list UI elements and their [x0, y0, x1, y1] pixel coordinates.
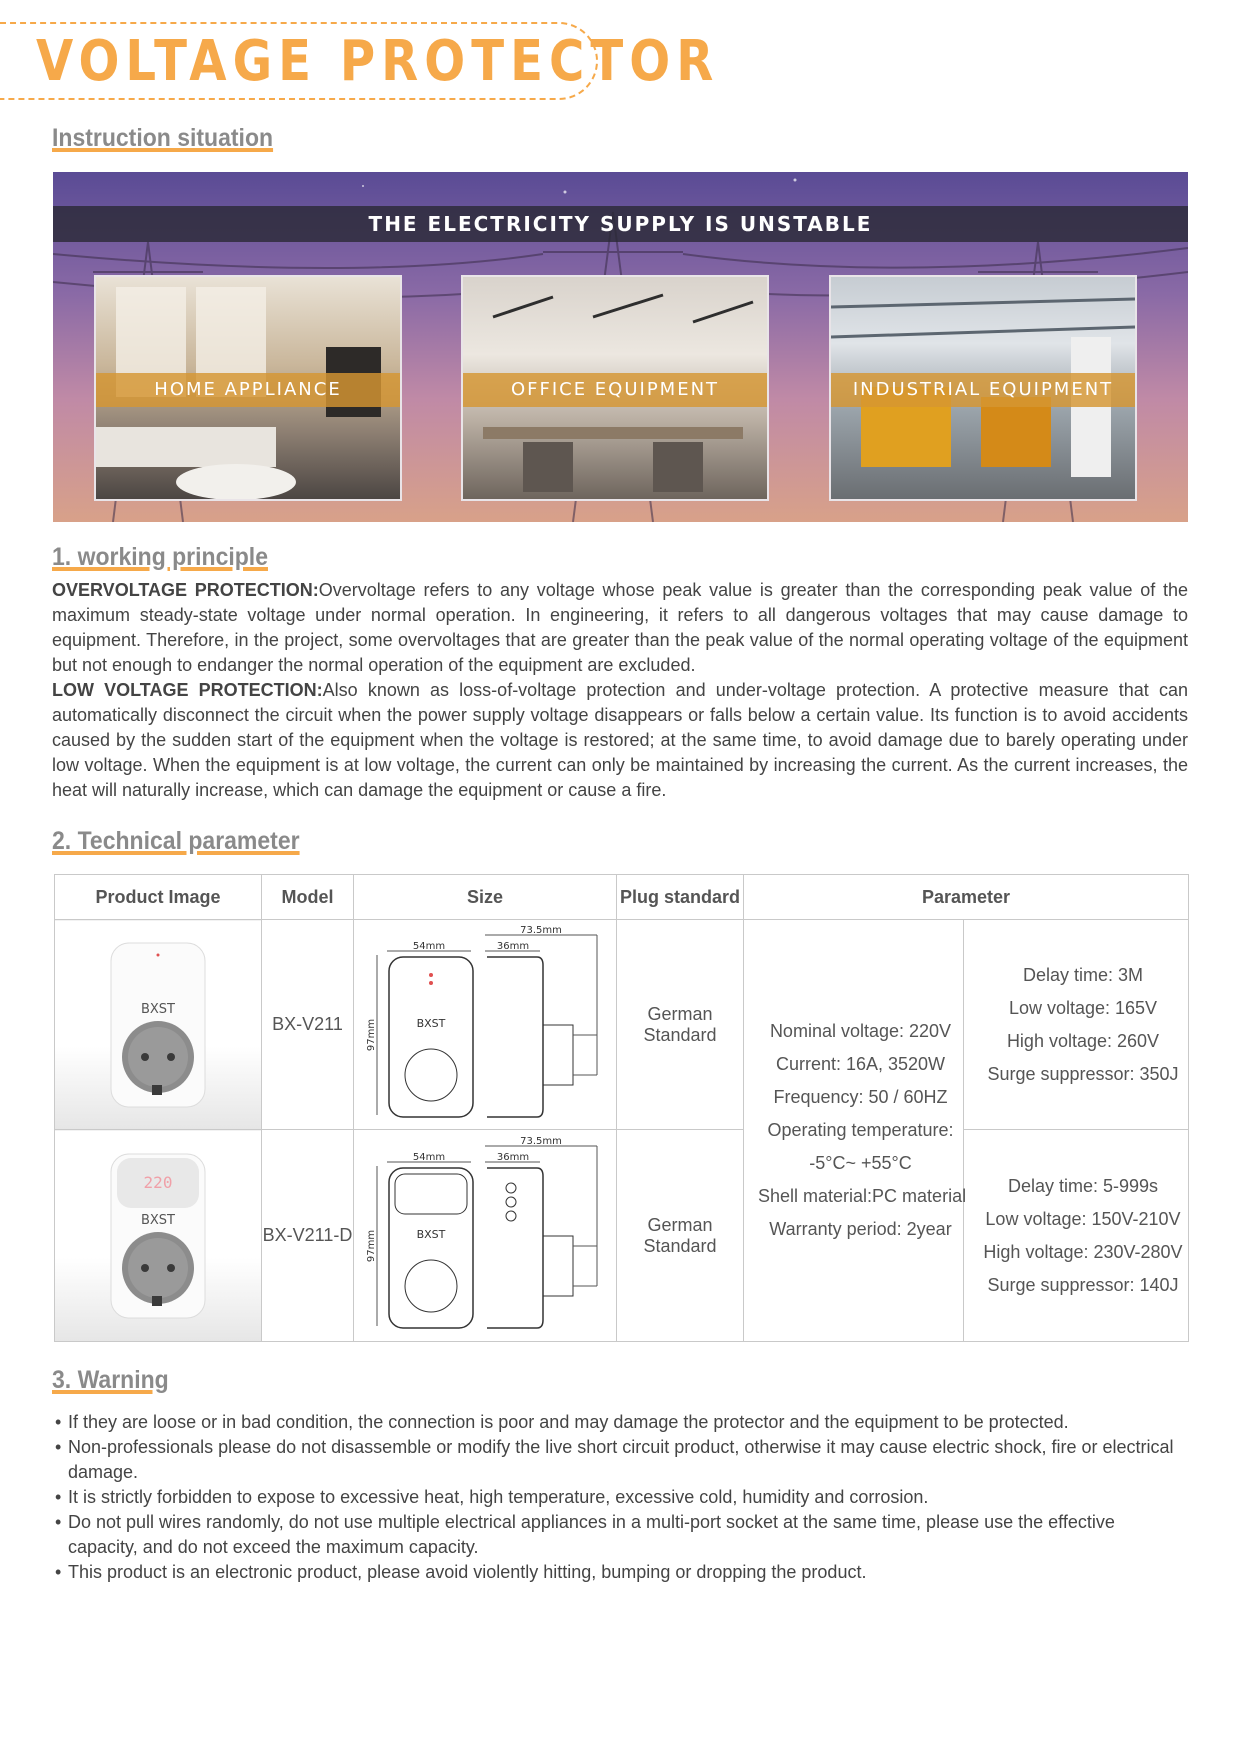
scene-home-appliance [94, 275, 402, 501]
product-image-bx-v211 [93, 935, 223, 1115]
scene-office-equipment [461, 275, 769, 501]
height-dimension: 97mm [366, 1229, 377, 1262]
list-item: • It is strictly forbidden to expose to excessive heat, high temperature, excessive cold, humidity and corrosion. [54, 1485, 1188, 1510]
plug-standard-cell [617, 920, 744, 1130]
width-dimension: 54mm [412, 1151, 446, 1163]
list-item: • Non-professionals please do not disassemble or modify the live short circuit product, otherwise it may cause electric shock, fire or electrical damage. [54, 1435, 1188, 1485]
param-line: Low voltage: 150V-210V [985, 1208, 1181, 1229]
list-item: • Do not pull wires randomly, do not use multiple electrical appliances in a multi-port socket at the same time, please use the effective capacity, and do not exceed the maximum capacity. [54, 1510, 1188, 1560]
warning-heading: 3. Warning [52, 1366, 169, 1394]
brand-logo: BXST [416, 1227, 446, 1241]
param-line: Delay time: 5-999s [1007, 1175, 1159, 1196]
size-diagram-bx-v211-d [365, 1136, 605, 1336]
param-line: Surge suppressor: 350J [987, 1063, 1179, 1084]
product-image-bx-v211-d [93, 1146, 223, 1326]
column-header: Product Image [55, 875, 262, 920]
column-header: Parameter [744, 875, 1189, 920]
plug-standard-line: Standard [643, 1235, 717, 1256]
plug-standard-cell [617, 1130, 744, 1342]
brand-logo: BXST [416, 1016, 446, 1030]
situation-banner [53, 172, 1188, 522]
model-cell: BX-V211-D [262, 1130, 354, 1342]
overvoltage-label: OVERVOLTAGE PROTECTION: [52, 580, 319, 600]
working-principle-text [52, 578, 1188, 803]
scene-label: INDUSTRIAL EQUIPMENT [831, 373, 1135, 407]
model-parameters-cell [964, 1130, 1189, 1342]
table-row [55, 920, 1189, 1130]
overvoltage-text: Overvoltage refers to any voltage whose peak value is greater than the corresponding peak value of the maximum steady-state voltage under normal operation. In engineering, it refers to all dangerous voltages that may cause damage to equipment. Therefore, in the project, some overvoltages that are greater than the peak value of the normal operating voltage of the equipment but not enough to endanger the normal operation of the equipment are excluded. [52, 580, 1188, 675]
plug-standard-line: German [647, 1214, 713, 1235]
column-header: Plug standard [617, 875, 744, 920]
list-item: • If they are loose or in bad condition, the connection is poor and may damage the protector and the equipment to be protected. [54, 1410, 1188, 1435]
scene-label: HOME APPLIANCE [96, 373, 400, 407]
brand-logo: BXST [140, 1001, 176, 1017]
model-cell: BX-V211 [262, 920, 354, 1130]
half-depth-dimension: 36mm [496, 1151, 530, 1163]
page-title: VOLTAGE PROTECTOR [36, 29, 720, 94]
param-line: High voltage: 230V-280V [983, 1241, 1183, 1262]
common-parameters-cell [744, 920, 967, 1342]
display-readout: 220 [143, 1172, 173, 1192]
half-depth-dimension: 36mm [496, 940, 530, 952]
plug-standard-line: Standard [643, 1024, 717, 1045]
scene-industrial-equipment [829, 275, 1137, 501]
param-line: Frequency: 50 / 60HZ [773, 1087, 948, 1107]
parameter-table [54, 874, 1189, 1342]
param-line: Operating temperature: [767, 1120, 954, 1140]
size-diagram-cell [354, 920, 617, 1130]
width-dimension: 54mm [412, 940, 446, 952]
param-line: High voltage: 260V [1006, 1030, 1160, 1051]
param-line: Surge suppressor: 140J [987, 1274, 1179, 1295]
banner-title: THE ELECTRICITY SUPPLY IS UNSTABLE [53, 206, 1188, 242]
low-voltage-label: LOW VOLTAGE PROTECTION: [52, 680, 323, 700]
table-row [55, 1130, 1189, 1342]
table-header-row [55, 875, 1189, 920]
column-header: Model [262, 875, 354, 920]
param-line: Shell material:PC material [758, 1186, 967, 1206]
param-line: Low voltage: 165V [1008, 997, 1158, 1018]
size-diagram-bx-v211 [365, 925, 605, 1125]
column-header: Size [354, 875, 617, 920]
technical-parameter-heading: 2. Technical parameter [52, 827, 300, 855]
low-voltage-paragraph [52, 678, 1188, 803]
param-line: Nominal voltage: 220V [769, 1021, 952, 1041]
scene-label: OFFICE EQUIPMENT [463, 373, 767, 407]
overvoltage-paragraph [52, 578, 1188, 678]
working-principle-heading: 1. working principle [52, 543, 268, 571]
model-parameters-cell [964, 920, 1189, 1130]
low-voltage-text: Also known as loss-of-voltage protection and under-voltage protection. A protective measure that can automatically disconnect the circuit when the power supply voltage disappears or falls below a certain value. Its function is to avoid accidents caused by the sudden start of the equipment when the voltage is restored; at the same time, to avoid damage due to barely operating under low voltage. When the equipment is at low voltage, the current can only be maintained by increasing the current. As the current increases, the heat will naturally increase, which can damage the equipment or cause a fire. [52, 680, 1188, 800]
instruction-heading: Instruction situation [52, 124, 274, 152]
product-image-cell [55, 1130, 262, 1342]
param-line: Current: 16A, 3520W [775, 1054, 946, 1074]
product-image-cell [55, 920, 262, 1130]
height-dimension: 97mm [366, 1018, 377, 1051]
param-line: -5°C~ +55°C [809, 1153, 912, 1173]
depth-dimension: 73.5mm [520, 924, 562, 936]
param-line: Warranty period: 2year [769, 1219, 952, 1239]
warning-list [54, 1410, 1188, 1585]
brand-logo: BXST [140, 1212, 176, 1228]
depth-dimension: 73.5mm [520, 1135, 562, 1147]
param-line: Delay time: 3M [1022, 964, 1144, 985]
size-diagram-cell [354, 1130, 617, 1342]
list-item: • This product is an electronic product, please avoid violently hitting, bumping or dropping the product. [54, 1560, 1188, 1585]
plug-standard-line: German [647, 1003, 713, 1024]
